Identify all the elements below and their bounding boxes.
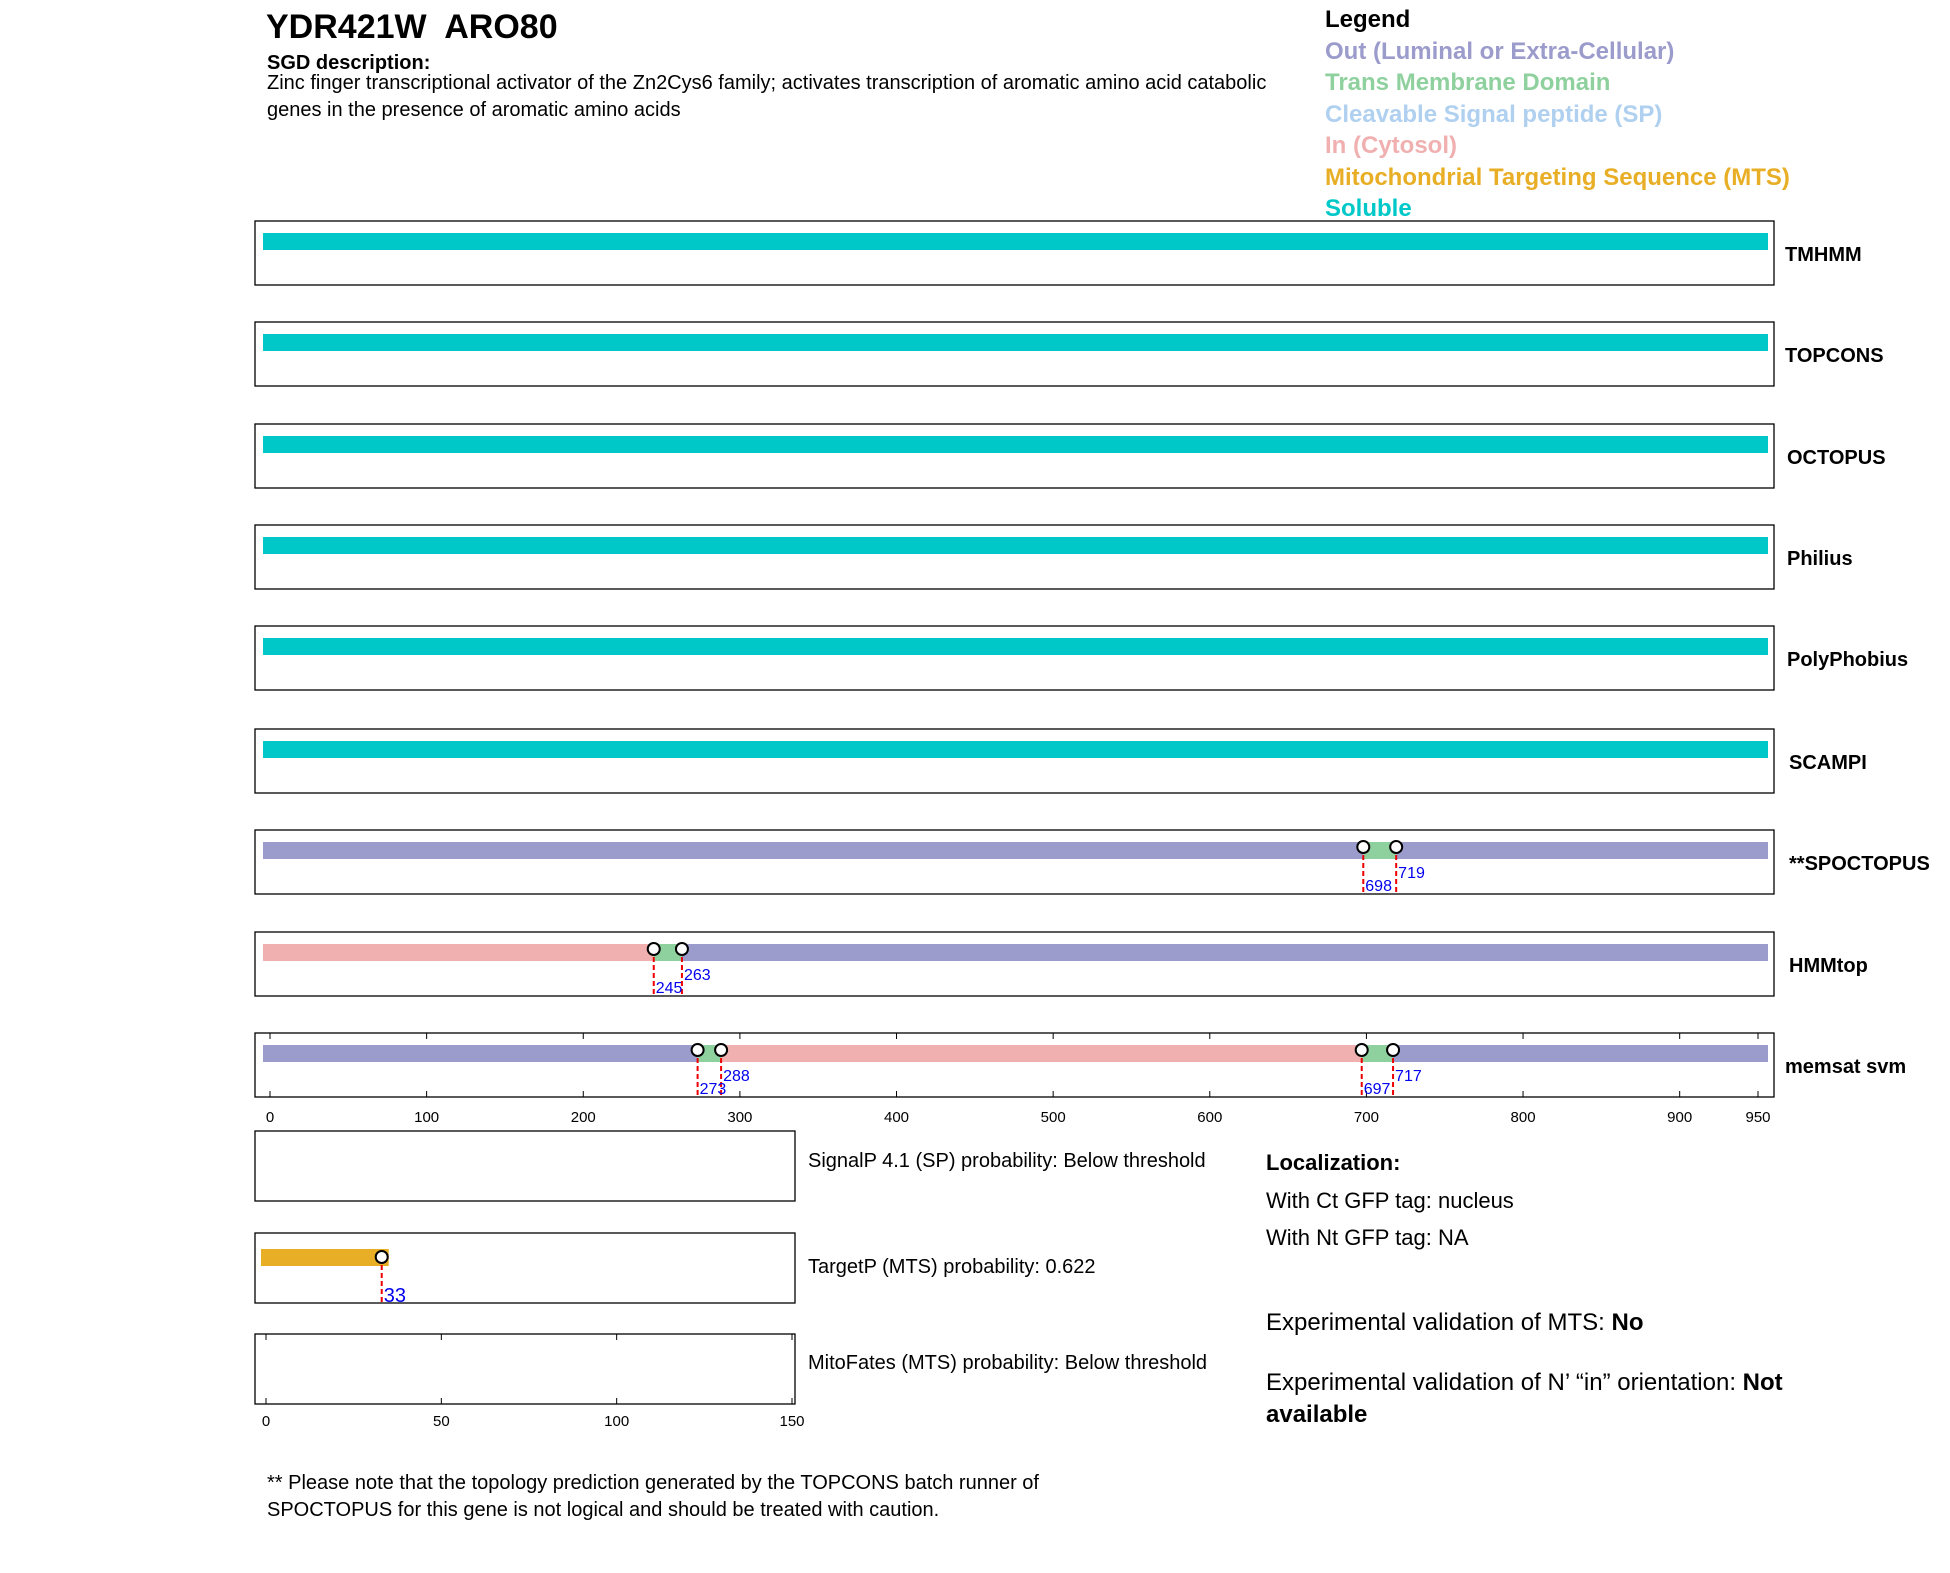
track-label: memsat svm xyxy=(1785,1056,1907,1078)
track-frame xyxy=(255,932,1774,996)
mts-validation-label: Experimental validation of MTS: xyxy=(1266,1309,1612,1336)
marker-label: 245 xyxy=(655,980,683,997)
track-polyphobius xyxy=(255,626,1774,690)
segment-out xyxy=(263,842,1363,859)
track-hmmtop xyxy=(255,932,1774,996)
legend-item-in: In (Cytosol) xyxy=(1325,132,1457,159)
marker-label: 263 xyxy=(683,967,711,984)
track-frame xyxy=(255,830,1774,894)
marker-circle xyxy=(715,1044,727,1056)
panel-frame xyxy=(255,1233,795,1303)
track-frame xyxy=(255,322,1774,386)
panel-signalp xyxy=(255,1131,795,1201)
track-label: TMHMM xyxy=(1785,244,1862,266)
sgd-description-label: SGD description: xyxy=(267,52,431,74)
marker-circle xyxy=(1390,841,1402,853)
track-label: HMMtop xyxy=(1789,955,1868,977)
tick-label: 400 xyxy=(884,1109,910,1126)
track-frame xyxy=(255,221,1774,285)
track-frame xyxy=(255,729,1774,793)
mts-validation-value: No xyxy=(1611,1309,1644,1336)
segment-soluble xyxy=(263,436,1768,453)
marker-label: 717 xyxy=(1395,1068,1422,1085)
marker-circle xyxy=(1357,841,1369,853)
marker-label: 33 xyxy=(383,1285,406,1307)
legend-item-tm: Trans Membrane Domain xyxy=(1325,69,1611,96)
legend-item-out: Out (Luminal or Extra-Cellular) xyxy=(1325,37,1675,65)
tick-label: 500 xyxy=(1040,1109,1066,1126)
panel-frame xyxy=(255,1334,795,1404)
track-frame xyxy=(255,1033,1774,1097)
tick-label: 100 xyxy=(414,1109,440,1126)
panel-frame xyxy=(255,1131,795,1201)
marker-circle xyxy=(676,943,688,955)
sgd-description-text: Zinc finger transcriptional activator of the Zn2Cys6 family; activates transcription of aromatic amino acid catabolic genes in the presence of aromatic amino acids xyxy=(267,72,1267,121)
footnote: ** Please note that the topology prediction generated by the TOPCONS batch runner of SPOCTOPUS for this gene is not logical and should be treated with caution. xyxy=(267,1472,1039,1521)
track-label: **SPOCTOPUS xyxy=(1789,853,1930,875)
tick-label: 0 xyxy=(261,1413,271,1430)
segment-out xyxy=(682,944,1768,961)
tick-label: 50 xyxy=(432,1413,450,1430)
segment-soluble xyxy=(263,741,1768,758)
tick-label: 0 xyxy=(265,1109,275,1126)
panel-targetp xyxy=(255,1233,795,1303)
segment-soluble xyxy=(263,334,1768,351)
segment-soluble xyxy=(263,638,1768,655)
marker-label: 698 xyxy=(1365,878,1392,895)
marker-label: 697 xyxy=(1363,1081,1391,1098)
tick-label: 800 xyxy=(1510,1109,1536,1126)
tick-label: 950 xyxy=(1745,1109,1771,1126)
tick-label: 150 xyxy=(779,1413,805,1430)
track-frame xyxy=(255,626,1774,690)
track-label: TOPCONS xyxy=(1785,345,1884,367)
localization-ct: With Ct GFP tag: nucleus xyxy=(1266,1188,1514,1213)
track-philius xyxy=(255,525,1774,589)
track-scampi xyxy=(255,729,1774,793)
tick-label: 200 xyxy=(570,1109,596,1126)
segment-out xyxy=(1396,842,1768,859)
legend-item-sp: Cleavable Signal peptide (SP) xyxy=(1325,100,1663,128)
track-frame xyxy=(255,424,1774,488)
segment-in xyxy=(263,944,654,961)
marker-label: 719 xyxy=(1398,865,1425,882)
panel-mitofates xyxy=(255,1334,795,1404)
marker-circle xyxy=(648,943,660,955)
tick-label: 900 xyxy=(1667,1109,1693,1126)
track-label: OCTOPUS xyxy=(1787,447,1886,469)
marker-circle xyxy=(376,1251,388,1263)
segment-out xyxy=(263,1045,698,1062)
mts-validation xyxy=(1266,1309,1643,1337)
marker-circle xyxy=(692,1044,704,1056)
nin-validation-label: Experimental validation of N’ “in” orientation: xyxy=(1266,1369,1743,1396)
segment-soluble xyxy=(263,233,1768,250)
track-octopus xyxy=(255,424,1774,488)
tick-label: 100 xyxy=(604,1413,630,1430)
track-spoctopus xyxy=(255,830,1774,894)
track-label: Philius xyxy=(1787,548,1853,570)
nin-validation xyxy=(1266,1367,1866,1431)
segment-soluble xyxy=(263,537,1768,554)
track-label: SCAMPI xyxy=(1789,752,1867,774)
legend-item-mts: Mitochondrial Targeting Sequence (MTS) xyxy=(1325,163,1790,191)
localization-nt: With Nt GFP tag: NA xyxy=(1266,1225,1469,1250)
marker-label: 273 xyxy=(699,1081,727,1098)
gene-title: YDR421W ARO80 xyxy=(266,8,558,46)
targetp-label: TargetP (MTS) probability: 0.622 xyxy=(808,1256,1096,1278)
tick-label: 300 xyxy=(727,1109,753,1126)
legend-title: Legend xyxy=(1325,6,1411,33)
track-label: PolyPhobius xyxy=(1787,649,1909,671)
nin-validation-value: Not available xyxy=(1266,1369,1783,1428)
segment-out xyxy=(1393,1045,1768,1062)
tick-label: 700 xyxy=(1353,1109,1379,1126)
segment-mts xyxy=(261,1249,389,1266)
legend-item-soluble: Soluble xyxy=(1325,195,1412,222)
localization-heading: Localization: xyxy=(1266,1150,1401,1175)
track-tmhmm xyxy=(255,221,1774,285)
track-topcons xyxy=(255,322,1774,386)
track-memsat-svm xyxy=(255,1033,1774,1097)
marker-circle xyxy=(1387,1044,1399,1056)
marker-circle xyxy=(1356,1044,1368,1056)
segment-in xyxy=(721,1045,1362,1062)
marker-label: 288 xyxy=(723,1068,750,1085)
mitofates-label: MitoFates (MTS) probability: Below threshold xyxy=(808,1352,1208,1374)
track-frame xyxy=(255,525,1774,589)
tick-label: 600 xyxy=(1197,1109,1223,1126)
signalp-label: SignalP 4.1 (SP) probability: Below threshold xyxy=(808,1150,1206,1172)
